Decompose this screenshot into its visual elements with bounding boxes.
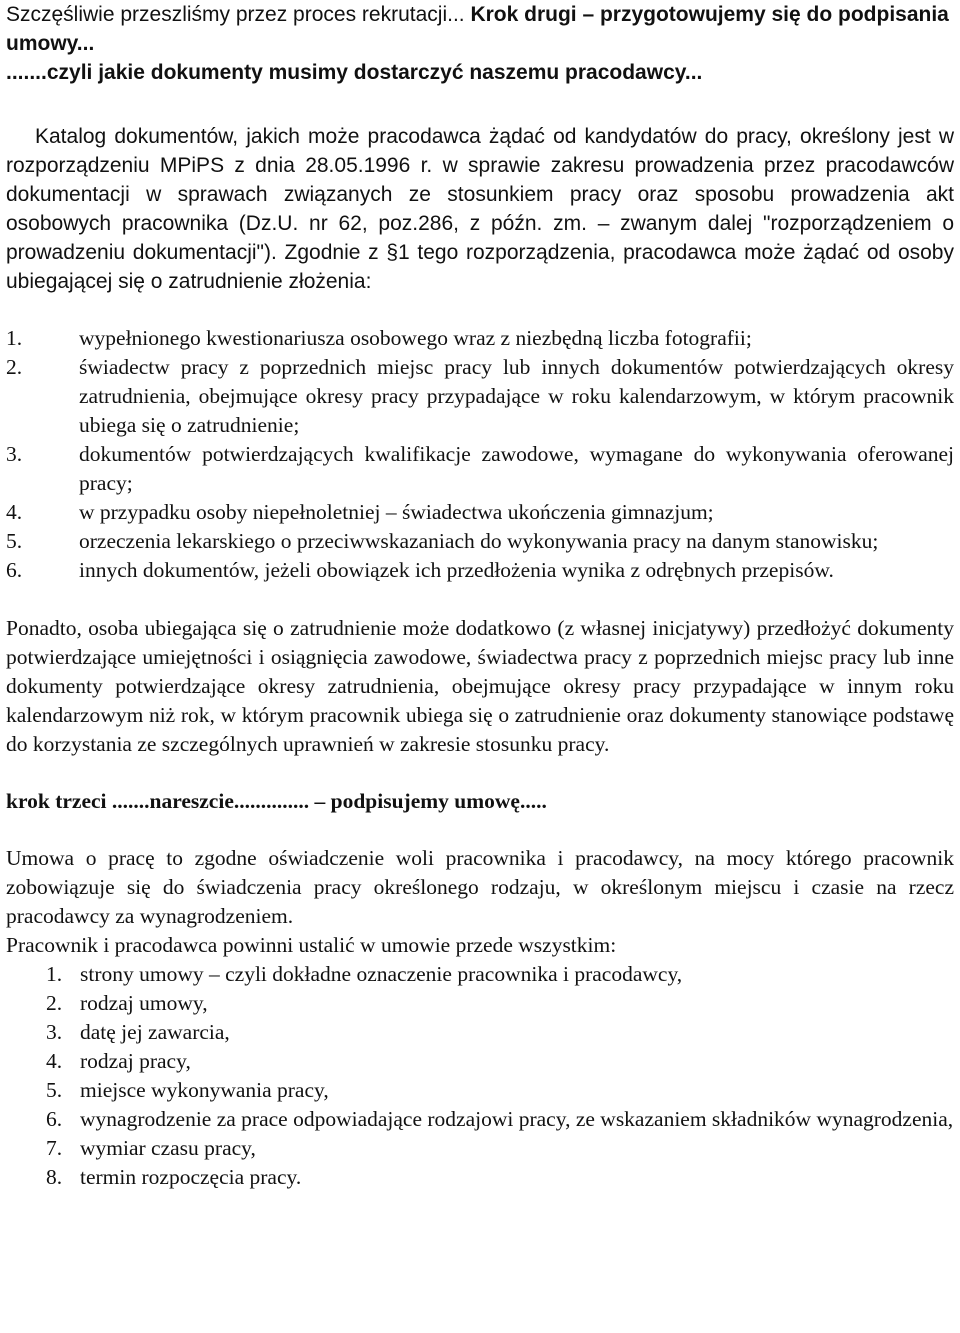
requirements-list: [6, 324, 954, 585]
list-item: [6, 324, 954, 353]
list-item: [6, 1105, 954, 1134]
list-item-number: 1.: [46, 962, 63, 986]
heading-step-two: Krok drugi – przygotowujemy się do podpisania umowy...: [6, 3, 949, 55]
list-item: [6, 1134, 954, 1163]
list-item-number: 7.: [46, 1136, 63, 1160]
list-item-text: miejsce wykonywania pracy,: [80, 1078, 329, 1102]
list-item-number: 3.: [6, 442, 23, 466]
list-item-text: rodzaj pracy,: [80, 1049, 191, 1073]
list-item-text: dokumentów potwierdzających kwalifikacje zawodowe, wymagane do wykonywania oferowanej pracy;: [79, 442, 954, 495]
contract-definition-paragraph: Umowa o pracę to zgodne oświadczenie woli pracownika i pracodawcy, na mocy którego pracownik zobowiązuje się do świadczenia pracy określonego rodzaju, w określonym miejscu i czasie na rzecz pracodawcy za wynagrodzeniem.: [6, 846, 954, 928]
list-item: [6, 1018, 954, 1047]
list-item-text: wynagrodzenie za prace odpowiadające rodzajowi pracy, ze wskazaniem składników wynagrodzenia,: [80, 1107, 954, 1131]
list-item: [6, 440, 954, 498]
list-item: [6, 527, 954, 556]
list-item-text: orzeczenia lekarskiego o przeciwwskazaniach do wykonywania pracy na danym stanowisku;: [79, 529, 879, 553]
list-item-number: 6.: [46, 1107, 63, 1131]
list-item-number: 6.: [6, 558, 23, 582]
list-item-number: 8.: [46, 1165, 63, 1189]
list-item: [6, 1163, 954, 1192]
list-item-number: 3.: [46, 1020, 63, 1044]
list-item-text: świadectw pracy z poprzednich miejsc pracy lub innych dokumentów potwierdzających okresy zatrudnienia, obejmujące okresy pracy przypadające w roku kalendarzowym, w którym pracownik ubiega się o zatrudnienie;: [79, 355, 954, 437]
list-item-text: datę jej zawarcia,: [80, 1020, 230, 1044]
list-item-text: wypełnionego kwestionariusza osobowego wraz z niezbędną liczba fotografii;: [79, 326, 752, 350]
list-item: [6, 556, 954, 585]
list-item: [6, 1076, 954, 1105]
heading-intro-text: Szczęśliwie przeszliśmy przez proces rekrutacji...: [6, 3, 471, 26]
list-item-number: 2.: [6, 355, 23, 379]
list-item: [6, 960, 954, 989]
list-item: [6, 498, 954, 527]
list-item: [6, 989, 954, 1018]
terms-intro: Pracownik i pracodawca powinni ustalić w umowie przede wszystkim:: [6, 933, 617, 957]
list-item-number: 5.: [6, 529, 23, 553]
contract-terms-list: [6, 960, 954, 1192]
list-item-text: wymiar czasu pracy,: [80, 1136, 256, 1160]
list-item-text: innych dokumentów, jeżeli obowiązek ich przedłożenia wynika z odrębnych przepisów.: [79, 558, 834, 582]
list-item-number: 5.: [46, 1078, 63, 1102]
furthermore-paragraph: Ponadto, osoba ubiegająca się o zatrudnienie może dodatkowo (z własnej inicjatywy) przedłożyć dokumenty potwierdzające umiejętności i osiągnięcia zawodowe, świadectwa pracy z poprzednich miejsc pracy lub inne dokumenty potwierdzające okresy zatrudnienia, obejmujące okresy pracy przypadające w innym roku kalendarzowym niż rok, w którym pracownik ubiega się o zatrudnienie oraz dokumenty stanowiące podstawę do korzystania ze szczególnych uprawnień w zakresie stosunku pracy.: [6, 616, 954, 756]
list-item: [6, 1047, 954, 1076]
list-item-number: 4.: [6, 500, 23, 524]
catalog-paragraph: Katalog dokumentów, jakich może pracodawca żądać od kandydatów do pracy, określony jest w rozporządzeniu MPiPS z dnia 28.05.1996 r. w sprawie zakresu prowadzenia przez pracodawców dokumentacji w sprawach związanych ze stosunkiem pracy oraz sposobu prowadzenia akt osobowych pracownika (Dz.U. nr 62, poz.286, z późn. zm. – zwanym dalej "rozporządzeniem o prowadzeniu dokumentacji"). Zgodnie z §1 tego rozporządzenia, pracodawca może żądać od osoby ubiegającej się o zatrudnienie złożenia:: [6, 125, 954, 293]
list-item: [6, 353, 954, 440]
list-item-text: rodzaj umowy,: [80, 991, 208, 1015]
heading-line-1: [6, 0, 954, 58]
step-three-heading: krok trzeci .......nareszcie.............. – podpisujemy umowę.....: [6, 789, 547, 813]
list-item-text: termin rozpoczęcia pracy.: [80, 1165, 302, 1189]
heading-documents-question: .......czyli jakie dokumenty musimy dostarczyć naszemu pracodawcy...: [6, 61, 703, 84]
list-item-number: 1.: [6, 326, 23, 350]
list-item-number: 4.: [46, 1049, 63, 1073]
list-item-number: 2.: [46, 991, 63, 1015]
heading-line-2: [6, 58, 954, 87]
list-item-text: w przypadku osoby niepełnoletniej – świadectwa ukończenia gimnazjum;: [79, 500, 714, 524]
list-item-text: strony umowy – czyli dokładne oznaczenie pracownika i pracodawcy,: [80, 962, 683, 986]
